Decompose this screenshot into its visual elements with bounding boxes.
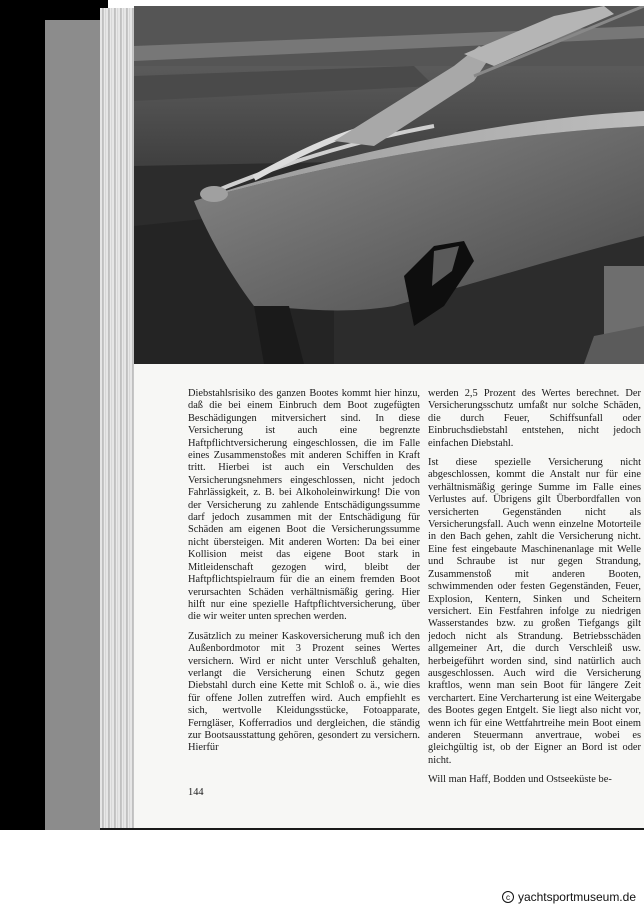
right-paragraph-1: werden 2,5 Prozent des Wertes berechnet. Der Versicherungsschutz umfaßt nur solche Schäden, die durch Feuer, Schiffsunfall oder Einbruchsdiebstahl entstehen, nicht jedoch einfachen Diebstahl. bbox=[428, 388, 641, 449]
watermark-text: yachtsportmuseum.de bbox=[517, 890, 636, 904]
book-cover-edge bbox=[45, 20, 107, 850]
boat-hull-photo bbox=[134, 6, 644, 364]
left-text-column bbox=[188, 388, 420, 762]
left-paragraph-1: Diebstahlsrisiko des ganzen Bootes kommt hier hinzu, daß die bei einem Einbruch dem Boot zugefügten Beschädigungen mitversichert sind. In diese Versicherung ist auch eine begrenzte Haftpflichtversicherung eingeschlossen, die im Falle eines Zusammenstoßes mit anderen Schiffen in Kraft tritt. Hierbei ist auch ein Verschulden des Versicherungsnehmers eingeschlossen, nicht jedoch Fahrlässigkeit, z. B. bei Alkoholeinwirkung! Die von der Versicherung zu zahlende Entschädigungssumme darf jedoch zusammen mit der Entschädigung für Schäden am eigenen Boot die Versicherungssumme nicht übersteigen. Mit anderen Worten: Da bei einer Kollision meist das eigene Boot stark in Mitleidenschaft gezogen wird, bleibt der Haftpflichtspielraum für die an einem fremden Boot verursachten Schäden verhältnismäßig gering. Hier hilft nur eine spezielle Haftpflichtversicherung, über die wir weiter unten sprechen werden. bbox=[188, 388, 420, 623]
copyright-icon: c bbox=[502, 891, 514, 903]
watermark bbox=[502, 890, 636, 904]
right-text-column bbox=[428, 388, 641, 794]
left-paragraph-2: Zusätzlich zu meiner Kaskoversicherung muß ich den Außenbordmotor mit 3 Prozent seines Wertes versichern. Wird er nicht unter Verschluß gehalten, verlangt die Versicherung einen Schutz gegen Diebstahl durch eine Kette mit Schloß o. ä., wie dies für offene Jollen zutreffen wird. Auch empfiehlt es sich, wertvolle Kleidungsstücke, Fotoapparate, Ferngläser, Kofferradios und dergleichen, die ständig zur Bootsausstattung gehören, gesondert zu versichern. Hierfür bbox=[188, 630, 420, 754]
page-number: 144 bbox=[188, 787, 204, 798]
right-paragraph-3: Will man Haff, Bodden und Ostseeküste be- bbox=[428, 774, 612, 786]
page-stack-edge bbox=[100, 8, 134, 828]
right-paragraph-2: Ist diese spezielle Versicherung nicht abgeschlossen, kommt die Anstalt nur für eine verhältnismäßig geringe Summe im Falle eines Verlustes auf. Übrigens gilt Überbordfallen von versicherten Gegenständen nicht als Versicherungsfall. Auch wenn einzelne Motorteile in den Bach gehen, zahlt die Versicherung nicht. Eine fest eingebaute Maschinenanlage mit Welle und Schraube ist nur gegen Strandung, Zusammenstoß mit anderen Booten, schwimmenden oder festen Gegenständen, Feuer, Explosion, Kentern, Sinken und Scheitern versichert. Ein Festfahren infolge zu niedrigen Wasserstandes bzw. zu großen Tiefgangs gilt jedoch nicht als Strandung. Betriebsschäden allgemeiner Art, die durch Verschleiß usw. herbeigeführt worden sind, sind natürlich auch ausgeschlossen. Auch wird die Versicherung kraftlos, wenn man sein Boot für längere Zeit verchartert. Eine Vercharterung ist eine Weitergabe des Bootes gegen Entgelt. Sie liegt also nicht vor, wenn ich für eine Wettfahrtreihe mein Boot einem anderen Steuermann anvertraue, wobei es gleichgültig ist, ob der Eigner an Bord ist oder nicht. bbox=[428, 457, 641, 766]
boat-hull-photo-icon bbox=[134, 6, 644, 364]
scan-margin bbox=[0, 830, 644, 920]
